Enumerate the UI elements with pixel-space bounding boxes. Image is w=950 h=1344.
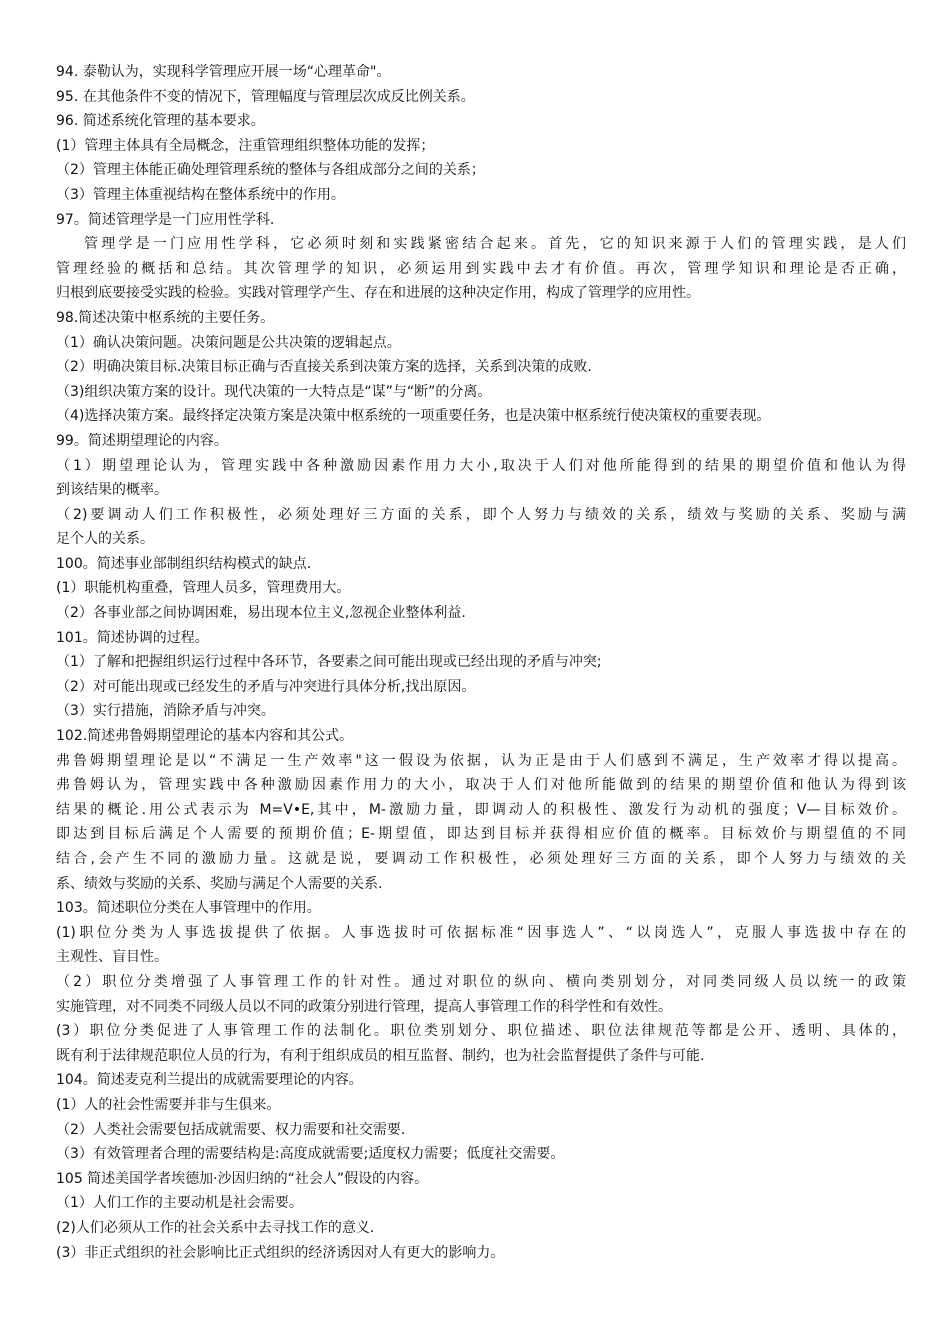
text-line: 94. 泰勒认为，实现科学管理应开展一场“心理革命"。	[56, 64, 391, 80]
text-line: （3）有效管理者合理的需要结构是:高度成就需要;适度权力需要；低度社交需要。	[56, 1146, 565, 1163]
text-line: （2）人类社会需要包括成就需要、权力需要和社交需要.	[56, 1121, 406, 1138]
text-line: 主观性、盲目性。	[56, 949, 168, 966]
text-line: （3）实行措施，消除矛盾与冲突。	[56, 703, 275, 720]
text-line: 弗鲁姆认为，管理实践中各种激励因素作用力的大小，取决于人们对他所能做到的结果的期望价值和他认为得到该	[56, 777, 906, 794]
text-line: 103。简述职位分类在人事管理中的作用。	[56, 900, 321, 917]
text-line: (1）人的社会性需要并非与生俱来。	[56, 1096, 281, 1113]
text-line: （2）各事业部之间协调困难，易出现本位主义,忽视企业整体利益.	[56, 605, 466, 622]
text-line: （4)选择决策方案。最终择定决策方案是决策中枢系统的一项重要任务，也是决策中枢系统行使决策权的重要表现。	[56, 408, 771, 425]
text-line: （3）管理主体重视结构在整体系统中的作用。	[56, 186, 345, 203]
text-line: (3）非正式组织的社会影响比正式组织的经济诱因对人有更大的影响力。	[56, 1244, 505, 1261]
text-line: 100。简述事业部制组织结构模式的缺点.	[56, 555, 312, 572]
text-line: （1）了解和把握组织运行过程中各环节，各要素之间可能出现或已经出现的矛盾与冲突;	[56, 654, 602, 671]
text-line: (1）职能机构重叠，管理人员多，管理费用大。	[56, 580, 351, 597]
text-line: (1）管理主体具有全局概念，注重管理组织整体功能的发挥；	[56, 137, 435, 154]
document-body	[56, 60, 906, 1265]
text-line: 101。简述协调的过程。	[56, 629, 209, 646]
text-line: （2）管理主体能正确处理管理系统的整体与各组成部分之间的关系；	[56, 162, 485, 179]
text-line: 即达到目标后满足个人需要的预期价值；E-期望值，即达到目标并获得相应价值的概率。目标效价与期望值的不同	[56, 826, 906, 843]
text-line: （3)组织决策方案的设计。现代决策的一大特点是“谋”与“断”的分离。	[56, 383, 492, 400]
text-line: 105 简述美国学者埃德加·沙因归纳的“社会人”假设的内容。	[56, 1170, 429, 1187]
text-line: 97。简述管理学是一门应用性学科.	[56, 211, 275, 228]
text-line: 归根到底要接受实践的检验。实践对管理学产生、存在和进展的这种决定作用，构成了管理学的应用性。	[56, 285, 700, 302]
text-line: 98.简述决策中枢系统的主要任务。	[56, 309, 275, 326]
text-line: （1）期望理论认为，管理实践中各种激励因素作用力大小,取决于人们对他所能得到的结果的期望价值和他认为得	[56, 457, 906, 474]
text-line: 96. 简述系统化管理的基本要求。	[56, 113, 265, 130]
text-line: (1)职位分类为人事选拔提供了依据。人事选拔时可依据标准“因事选人”、“以岗选人”，克服人事选拔中存在的	[56, 924, 906, 941]
text-line: (3）职位分类促进了人事管理工作的法制化。职位类别划分、职位描述、职位法律规范等都是公开、透明、具体的，	[56, 1023, 906, 1040]
text-line: 102.简述弗鲁姆期望理论的基本内容和其公式。	[56, 728, 354, 745]
text-line: 管理经验的概括和总结。其次管理学的知识，必须运用到实践中去才有价值。再次，管理学知识和理论是否正确，	[56, 260, 906, 277]
text-line: （2）对可能出现或已经发生的矛盾与冲突进行具体分析,找出原因。	[56, 678, 476, 695]
text-line: 系、绩效与奖励的关系、奖励与满足个人需要的关系.	[56, 875, 383, 892]
text-line: 实施管理，对不同类不同级人员以不同的政策分别进行管理，提高人事管理工作的科学性和有效性。	[56, 998, 672, 1015]
text-line: （2）明确决策目标.决策目标正确与否直接关系到决策方案的选择，关系到决策的成败.	[56, 359, 592, 376]
text-line: 管理学是一门应用性学科，它必须时刻和实践紧密结合起来。首先，它的知识来源于人们的管理实践，是人们	[84, 236, 906, 253]
text-line: （2)要调动人们工作积极性，必须处理好三方面的关系，即个人努力与绩效的关系，绩效与奖励的关系、奖励与满	[56, 506, 906, 523]
text-line: 结合,会产生不同的激励力量。这就是说，要调动工作积极性，必须处理好三方面的关系，即个人努力与绩效的关	[56, 851, 906, 867]
text-line: 足个人的关系。	[56, 531, 154, 548]
text-line: (2)人们必须从工作的社会关系中去寻找工作的意义.	[56, 1219, 375, 1236]
text-line: 95. 在其他条件不变的情况下，管理幅度与管理层次成反比例关系。	[56, 88, 475, 105]
text-line: 104。简述麦克利兰提出的成就需要理论的内容。	[56, 1072, 363, 1089]
text-line: 既有利于法律规范职位人员的行为，有利于组织成员的相互监督、制约，也为社会监督提供了条件与可能.	[56, 1047, 705, 1064]
text-line: （1）人们工作的主要动机是社会需要。	[56, 1195, 303, 1212]
text-line: 99。简述期望理论的内容。	[56, 432, 228, 449]
text-line: （2）职位分类增强了人事管理工作的针对性。通过对职位的纵向、横向类别划分，对同类同级人员以统一的政策	[56, 973, 906, 990]
text-line: 到该结果的概率。	[56, 482, 168, 499]
text-line: 弗鲁姆期望理论是以“不满足一生产效率"这一假设为依据，认为正是由于人们感到不满足，生产效率才得以提高。	[56, 752, 906, 769]
text-line: 结果的概论.用公式表示为 M=V•E,其中，M-激励力量，即调动人的积极性、激发行为动机的强度；V—目标效价。	[56, 801, 906, 818]
text-line: （1）确认决策问题。决策问题是公共决策的逻辑起点。	[56, 334, 401, 351]
